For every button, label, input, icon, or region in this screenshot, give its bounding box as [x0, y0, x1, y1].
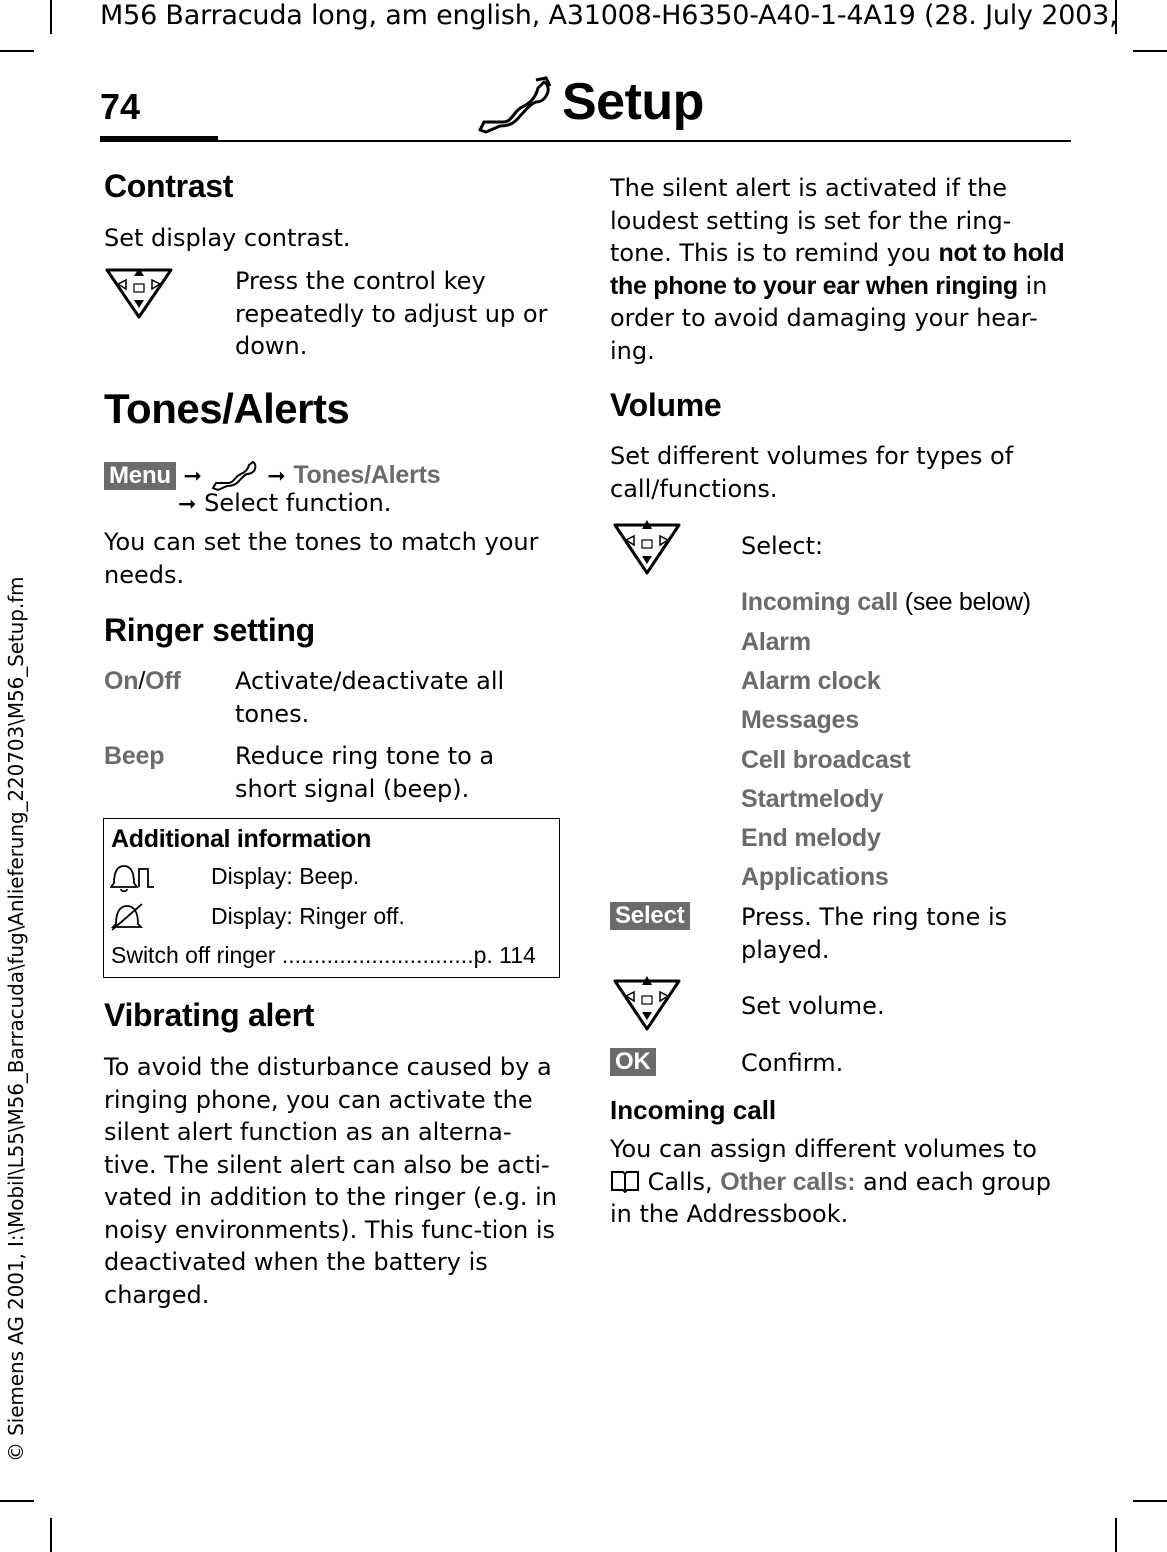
volume-option-incoming: Incoming call (see below) — [741, 588, 1031, 616]
wrench-icon — [210, 461, 260, 491]
page-title: Setup — [562, 73, 704, 131]
header-rule-thick — [100, 136, 218, 142]
ok-softkey[interactable]: OK — [610, 1048, 656, 1076]
confirm-text: Confirm. — [741, 1049, 844, 1077]
control-key-icon — [104, 262, 174, 320]
incoming-call-text: You can assign different volumes to Calls, Other calls: and each group in the Addressbook. — [610, 1135, 1051, 1228]
page-number: 74 — [100, 86, 141, 127]
select-desc: Press. The ring tone is played. — [741, 903, 1008, 964]
volume-option: Alarm — [741, 628, 811, 656]
beep-icon — [110, 863, 156, 893]
ringer-on-off-term: On/Off — [104, 667, 181, 695]
select-softkey-row — [610, 902, 690, 930]
arrow-icon: ➞ — [178, 492, 197, 517]
additional-info-box — [103, 818, 560, 978]
ok-softkey-row — [610, 1048, 656, 1076]
contrast-heading: Contrast — [104, 168, 234, 204]
header-rule — [218, 140, 1071, 142]
info-row-ringer-off: Display: Ringer off. — [211, 903, 405, 929]
ringer-heading: Ringer setting — [104, 612, 315, 648]
volume-heading: Volume — [610, 387, 722, 423]
running-header: M56 Barracuda long, am english, A31008-H6350-A40-1-4A19 (28. July 2003, — [100, 0, 1118, 31]
control-key-icon — [612, 516, 682, 576]
crop-mark — [1133, 1500, 1167, 1502]
crop-mark — [1133, 50, 1167, 52]
set-volume-text: Set volume. — [741, 992, 885, 1020]
ringer-on-off-desc: Activate/deactivate all tones. — [235, 667, 505, 728]
vibrating-heading: Vibrating alert — [104, 997, 315, 1033]
info-row-beep: Display: Beep. — [211, 863, 360, 889]
silent-alert-text: The silent alert is activated if the loudest setting is set for the ring-tone. This is to remind you not to hold the phone to your ear when ringing in order to avoid damaging your hear-ing. — [610, 174, 1065, 365]
crop-mark — [0, 1500, 34, 1502]
volume-option: End melody — [741, 824, 881, 852]
arrow-icon: ➞ — [267, 464, 286, 489]
menu-path-end: ➞ Select function. — [178, 489, 392, 517]
volume-option: Messages — [741, 706, 859, 734]
book-icon — [610, 1169, 640, 1193]
vibrating-body: To avoid the disturbance caused by a ringing phone, you can activate the silent alert function as an alterna-tive. The silent alert can also be acti-vated in addition to the ringer (e.g. in noisy environments). This func-tion is deactivated when the battery is charged. — [104, 1053, 558, 1309]
volume-option: Alarm clock — [741, 667, 881, 695]
crop-mark — [50, 1518, 52, 1552]
volume-option: Startmelody — [741, 785, 884, 813]
volume-option: Cell broadcast — [741, 746, 911, 774]
crop-mark — [0, 50, 34, 52]
tones-heading: Tones/Alerts — [104, 385, 350, 432]
ringer-beep-desc: Reduce ring tone to a short signal (beep). — [235, 742, 495, 803]
contrast-intro: Set display contrast. — [104, 224, 351, 252]
side-file-path: © Siemens AG 2001, I:\Mobil\L55\M56_Barracuda\fug\Anlieferung_220703\M56_Setup.fm — [4, 576, 28, 1462]
select-softkey[interactable]: Select — [610, 902, 690, 930]
tones-intro: You can set the tones to match your needs. — [104, 528, 539, 589]
path-item-tones: Tones/Alerts — [293, 461, 441, 489]
volume-select-label: Select: — [741, 532, 824, 560]
menu-softkey[interactable]: Menu — [104, 462, 176, 490]
info-cross-ref: Switch off ringer ..............................p. 114 — [111, 942, 536, 968]
volume-option: Applications — [741, 863, 889, 891]
wrench-icon — [474, 74, 554, 136]
info-title: Additional information — [111, 825, 372, 853]
crop-mark — [1115, 1518, 1117, 1552]
incoming-call-heading: Incoming call — [610, 1095, 777, 1125]
control-key-icon — [612, 972, 682, 1032]
contrast-nav-text: Press the control key repeatedly to adjust up or down. — [235, 267, 548, 360]
ringer-beep-term: Beep — [104, 742, 165, 770]
volume-intro: Set different volumes for types of call/functions. — [610, 442, 1014, 503]
arrow-icon: ➞ — [183, 464, 202, 489]
ringer-off-icon — [110, 902, 146, 932]
crop-mark — [50, 0, 52, 34]
